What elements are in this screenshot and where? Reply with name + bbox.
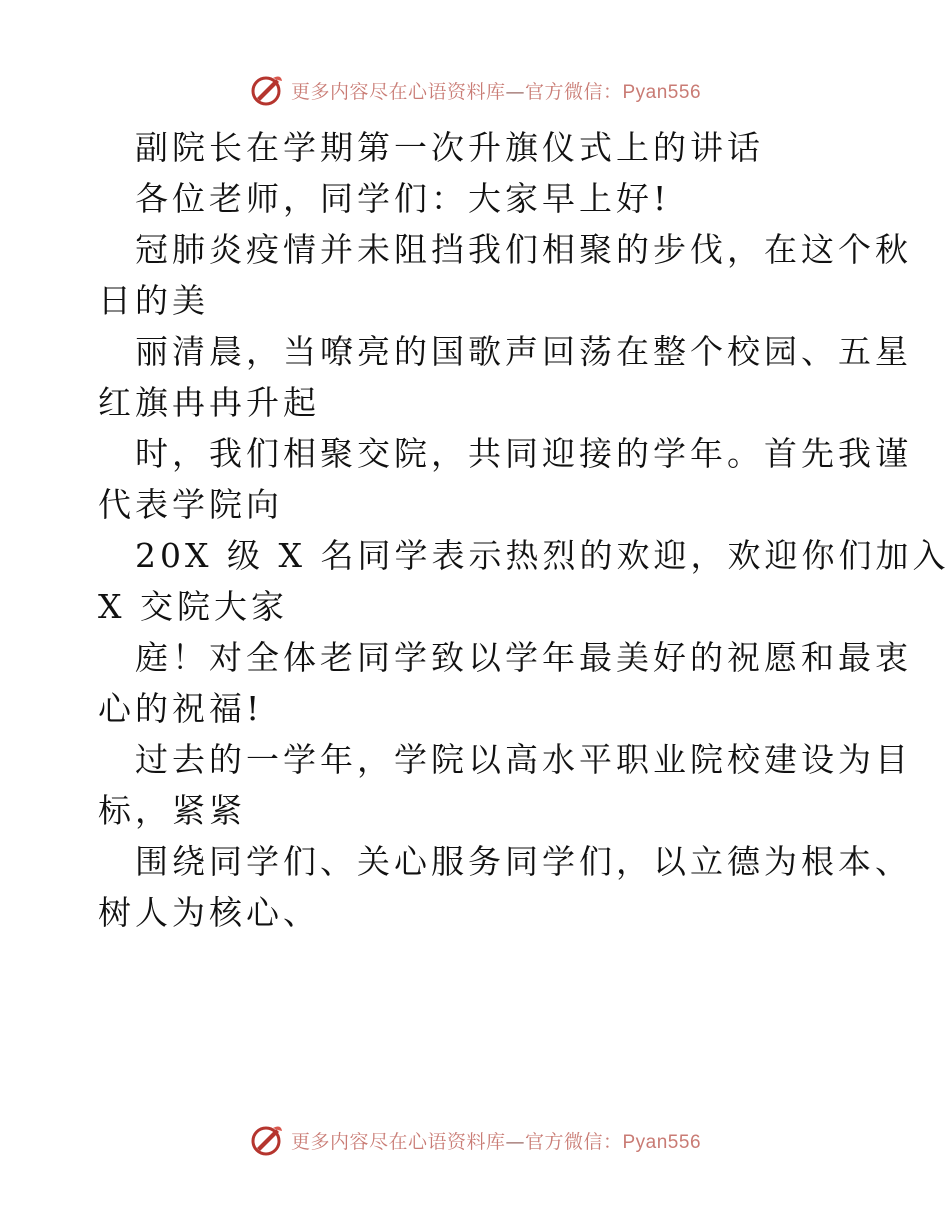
paragraph-line: 标，紧紧	[98, 791, 246, 830]
paragraph-line: 丽清晨，当嘹亮的国歌声回荡在整个校园、五星	[135, 332, 912, 371]
document-title: 副院长在学期第一次升旗仪式上的讲话	[135, 128, 764, 167]
paragraph-line: 过去的一学年，学院以高水平职业院校建设为目	[135, 740, 912, 779]
watermark-text: 更多内容尽在心语资料库—官方微信：Pyan556	[290, 1130, 702, 1153]
document-body	[98, 122, 950, 938]
paragraph-line: X 交院大家	[98, 587, 288, 626]
paragraph-line: 树人为核心、	[98, 893, 320, 932]
paragraph-line: 庭！对全体老同学致以学年最美好的祝愿和最衷	[135, 638, 912, 677]
paragraph-line: 心的祝福!	[98, 689, 264, 728]
watermark-text: 更多内容尽在心语资料库—官方微信：Pyan556	[290, 80, 702, 103]
paragraph-line: 代表学院向	[98, 485, 283, 524]
paragraph-line: 红旗冉冉升起	[98, 383, 320, 422]
paragraph-line: 冠肺炎疫情并未阻挡我们相聚的步伐，在这个秋	[135, 230, 912, 269]
red-quill-logo-icon	[249, 1122, 285, 1158]
paragraph-line: 各位老师，同学们：大家早上好!	[135, 179, 671, 218]
footer-watermark	[0, 1118, 950, 1162]
red-quill-logo-icon	[249, 72, 285, 108]
paragraph-line: 日的美	[98, 281, 209, 320]
paragraph-line: 时，我们相聚交院，共同迎接的学年。首先我谨	[135, 434, 912, 473]
paragraph-line: 围绕同学们、关心服务同学们，以立德为根本、	[135, 842, 912, 881]
paragraph-line: 20X 级 X 名同学表示热烈的欢迎，欢迎你们加入	[135, 536, 950, 575]
header-watermark	[0, 68, 950, 112]
